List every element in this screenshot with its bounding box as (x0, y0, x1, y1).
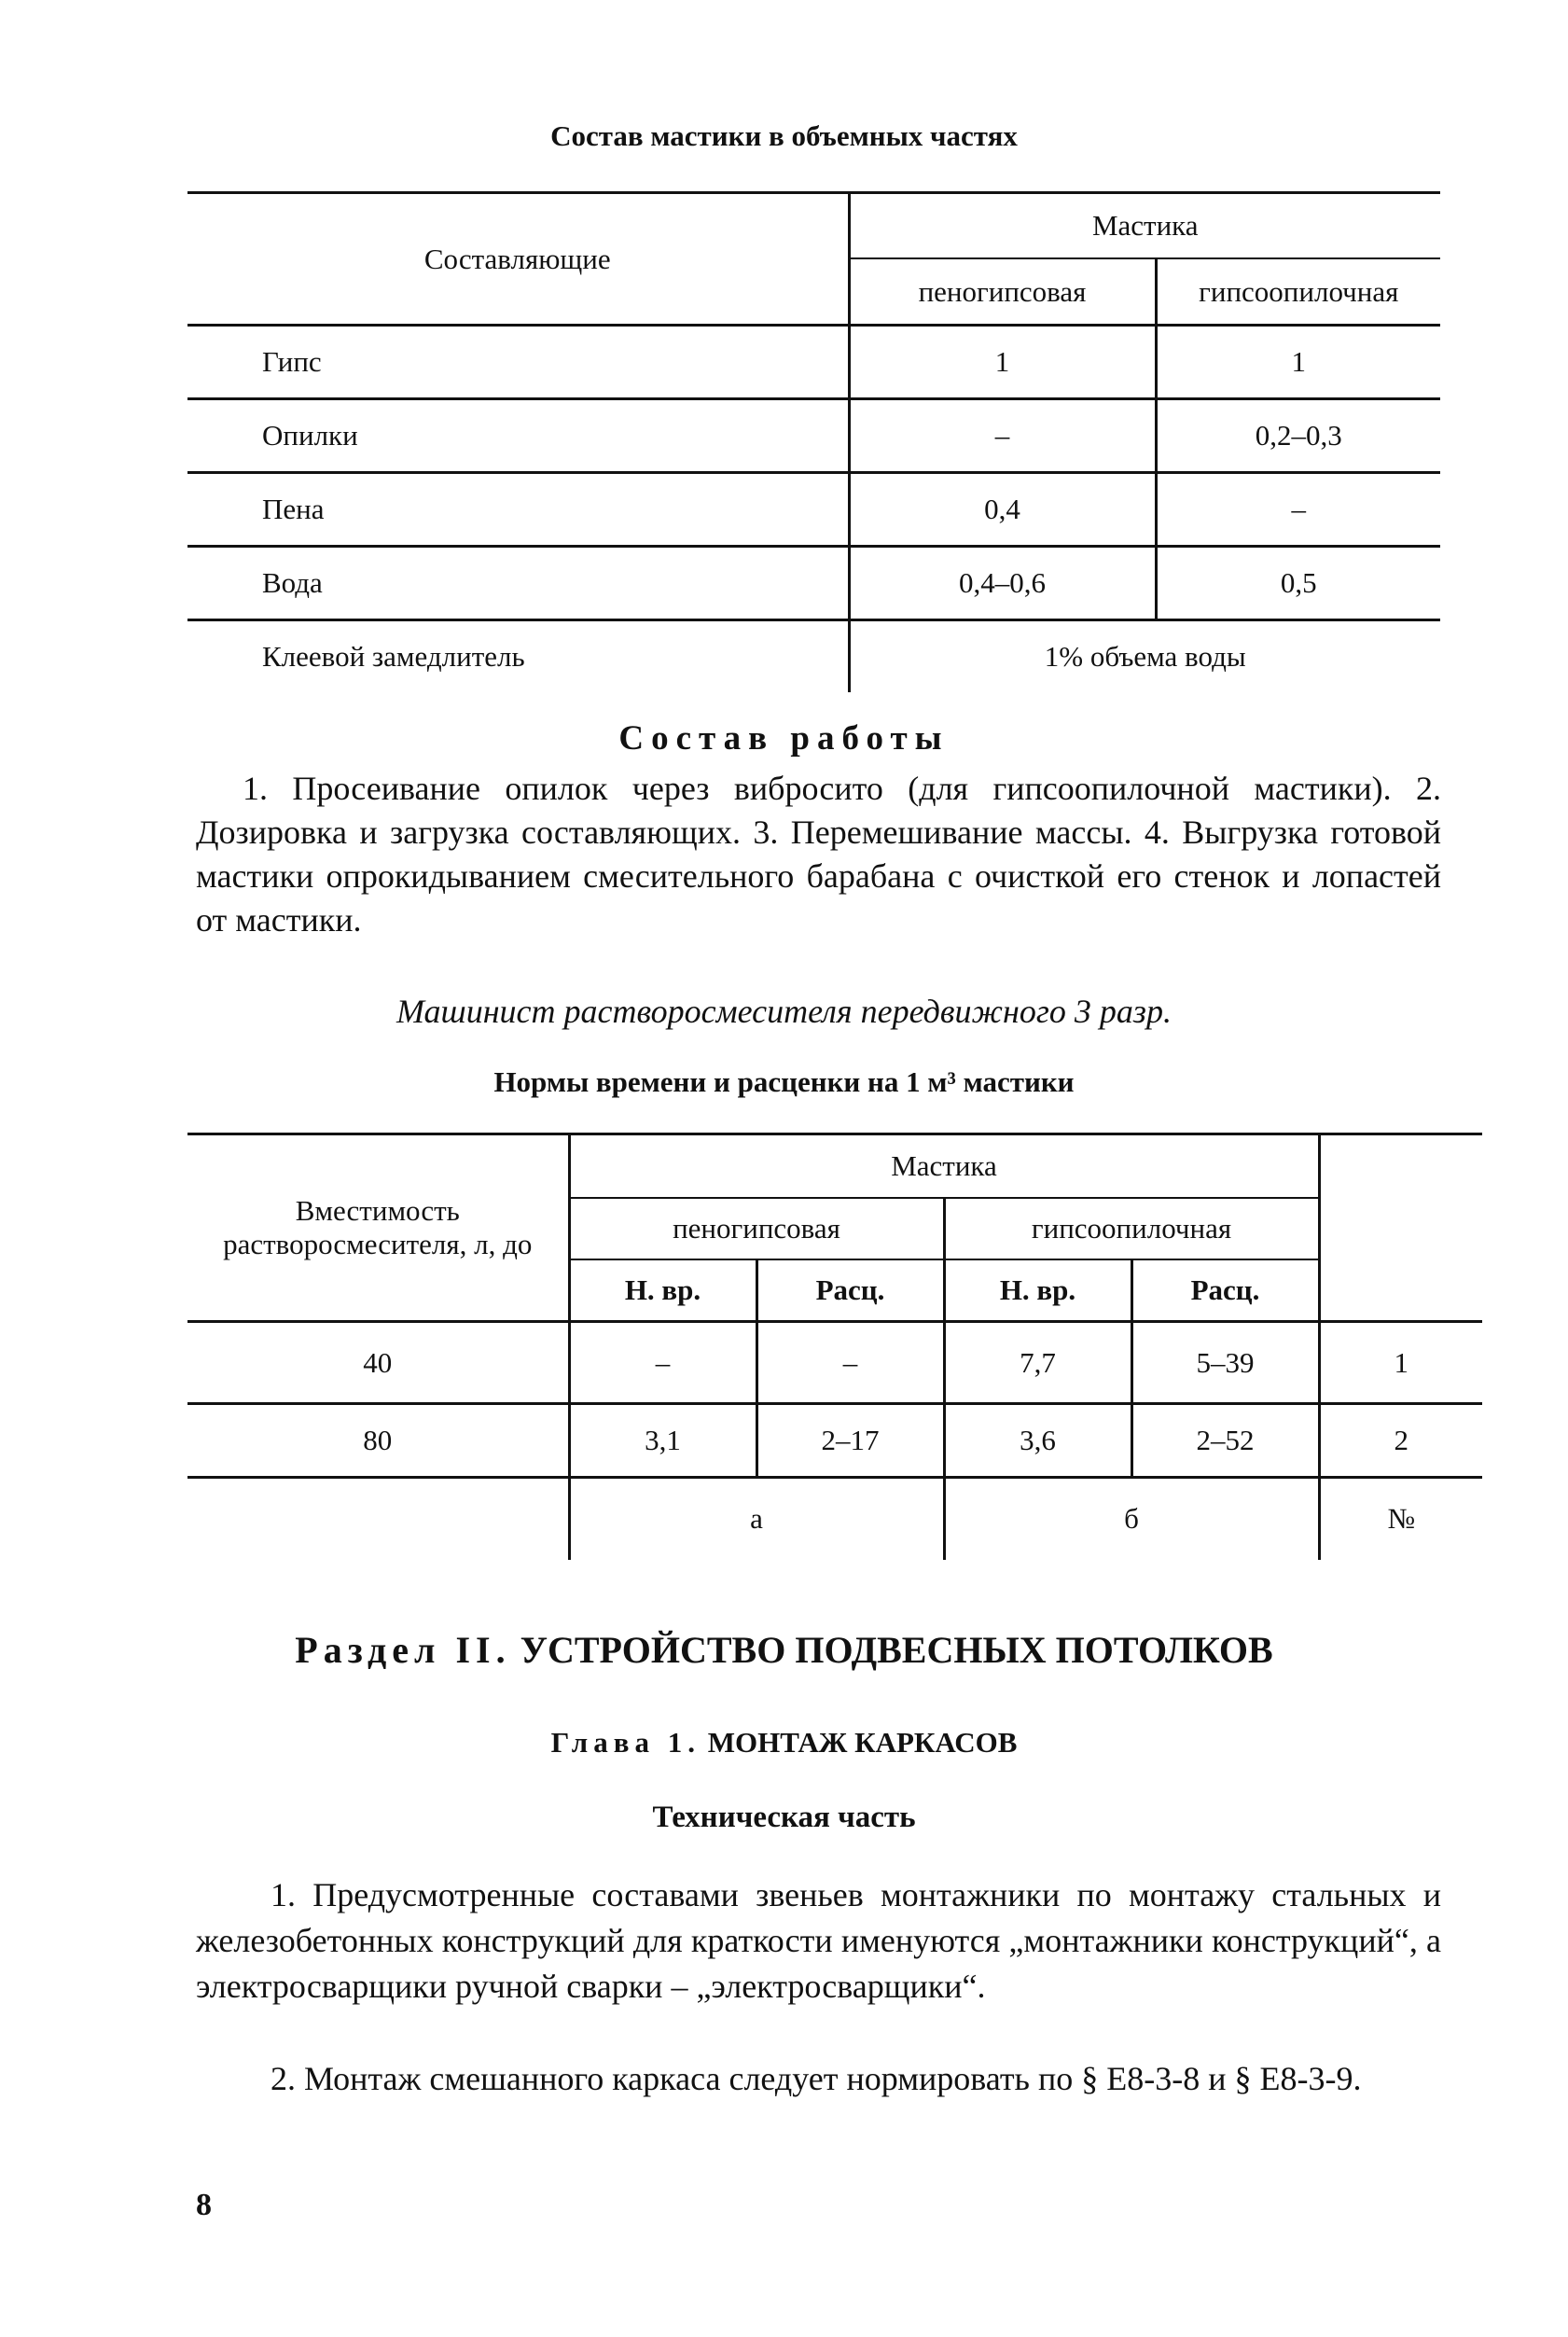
row-name: Опилки (187, 399, 849, 473)
worker-profession: Машинист растворосмесителя передвижного 3 разр. (396, 993, 1172, 1030)
row-number: 1 (1319, 1322, 1482, 1404)
table-row (187, 326, 1440, 399)
col-foam-gypsum: пеногипсовая (569, 1198, 944, 1259)
row-sawdust-value: – (1156, 473, 1440, 547)
sub-rate-sawdust: Расц. (1131, 1259, 1319, 1322)
sawdust-rate: 5–39 (1131, 1322, 1319, 1404)
foam-rate: 2–17 (756, 1404, 944, 1478)
sawdust-norm: 3,6 (944, 1404, 1131, 1478)
col-gypsum-sawdust: гипсоопилочная (1156, 258, 1440, 326)
foam-norm: 3,1 (569, 1404, 756, 1478)
table-row (187, 620, 1440, 693)
section-label: Раздел II. (295, 1629, 511, 1671)
table-row (187, 399, 1440, 473)
components-header: Составляющие (187, 193, 849, 326)
table1-title: Состав мастики в объемных частях (550, 119, 1018, 152)
capacity-value: 80 (187, 1404, 569, 1478)
row-name: Гипс (187, 326, 849, 399)
chapter-label: Глава 1. (550, 1726, 701, 1759)
row-foam-value: 1 (849, 326, 1156, 399)
row-foam-value: – (849, 399, 1156, 473)
sawdust-rate: 2–52 (1131, 1404, 1319, 1478)
sawdust-norm: 7,7 (944, 1322, 1131, 1404)
capacity-value: 40 (187, 1322, 569, 1404)
time-norms-table (187, 1133, 1482, 1560)
work-composition-title: Состав работы (618, 719, 950, 758)
capacity-header: Вместимость растворосмесителя, л, до (187, 1134, 569, 1322)
row-number: 2 (1319, 1404, 1482, 1478)
table-footer-row (187, 1478, 1482, 1560)
technical-part-title: Техническая часть (652, 1801, 916, 1834)
blank-header (1319, 1134, 1482, 1322)
row-sawdust-value: 1 (1156, 326, 1440, 399)
page-number: 8 (196, 2188, 212, 2222)
mastic-header: Мастика (569, 1134, 1319, 1198)
col-gypsum-sawdust: гипсоопилочная (944, 1198, 1319, 1259)
work-composition-text: 1. Просеивание опилок через вибросито (для гипсоопилочной мастики). 2. Дозировка и загрузка составляющих. 3. Перемешивание массы. 4. Выгрузка готовой мастики опрокидыванием смесительного барабана с очисткой его стенок и лопастей от мастики. (196, 770, 1441, 939)
footer-b: б (944, 1478, 1319, 1560)
tech-paragraph-1: 1. Предусмотренные составами звеньев монтажники по монтажу стальных и железобетонных конструкций для краткости именуются „монтажники конструкций“, а электросварщики ручной сварки – „электросварщики“. (196, 1876, 1441, 2005)
table-row (187, 473, 1440, 547)
chapter-title (0, 1726, 1568, 1760)
row-sawdust-value: 0,2–0,3 (1156, 399, 1440, 473)
row-sawdust-value: 0,5 (1156, 547, 1440, 620)
row-foam-value: 0,4 (849, 473, 1156, 547)
sub-norm-foam: Н. вр. (569, 1259, 756, 1322)
sub-norm-sawdust: Н. вр. (944, 1259, 1131, 1322)
row-foam-value: 0,4–0,6 (849, 547, 1156, 620)
tech-paragraph-2: 2. Монтаж смешанного каркаса следует нормировать по § Е8-3-8 и § Е8-3-9. (271, 2060, 1362, 2097)
table-row (187, 547, 1440, 620)
mastic-composition-table (187, 191, 1440, 692)
footer-a: а (569, 1478, 944, 1560)
col-foam-gypsum: пеногипсовая (849, 258, 1156, 326)
section-title (0, 1628, 1568, 1672)
section-name: УСТРОЙСТВО ПОДВЕСНЫХ ПОТОЛКОВ (520, 1629, 1273, 1671)
retarder-value: 1% объема воды (849, 620, 1440, 693)
row-name: Пена (187, 473, 849, 547)
mastic-header: Мастика (849, 193, 1440, 259)
chapter-name: МОНТАЖ КАРКАСОВ (707, 1726, 1018, 1759)
footer-num: № (1319, 1478, 1482, 1560)
table-row (187, 1322, 1482, 1404)
row-name: Вода (187, 547, 849, 620)
table2-title: Нормы времени и расценки на 1 м³ мастики (493, 1065, 1075, 1098)
retarder-name: Клеевой замедлитель (262, 640, 525, 673)
foam-rate: – (756, 1322, 944, 1404)
sub-rate-foam: Расц. (756, 1259, 944, 1322)
foam-norm: – (569, 1322, 756, 1404)
footer-blank (187, 1478, 569, 1560)
table-row (187, 1404, 1482, 1478)
